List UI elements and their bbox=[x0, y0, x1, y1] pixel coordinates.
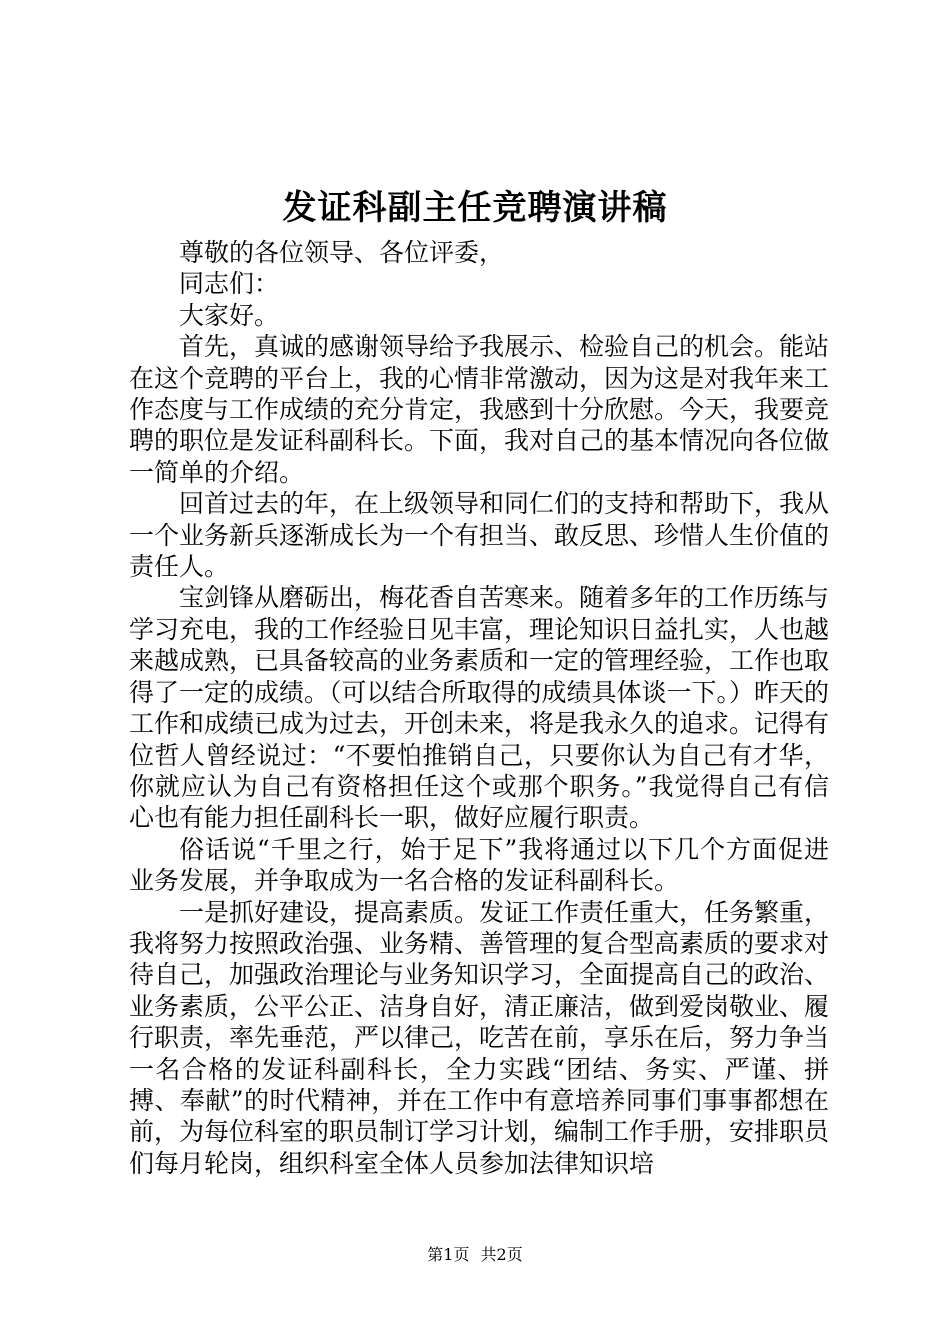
greeting: 大家好。 bbox=[179, 300, 280, 330]
paragraph-experience: 宝剑锋从磨砺出，梅花香自苦寒来。随着多年的工作历练与学习充电，我的工作经验日见丰富，理论知识日益扎实，人也越来越成熟，已具备较高的业务素质和一定的管理经验，工作也取得了一定的成绩。（可以结合所取得的成绩具体谈一下。）昨天的工作和成绩已成为过去，开创未来，将是我永久的追求。记得有位哲人曾经说过：“不要怕推销自己，只要你认为自己有才华，你就应认为自己有资格担任这个或那个职务。”我觉得自己有信心也有能力担任副科长一职，做好应履行职责。 bbox=[129, 583, 830, 833]
salutation-leaders: 尊敬的各位领导、各位评委， bbox=[179, 238, 505, 267]
salutation-comrades: 同志们： bbox=[179, 269, 280, 299]
paragraph-review: 回首过去的年，在上级领导和同仁们的支持和帮助下，我从一个业务新兵逐渐成长为一个有担当、敢反思、珍惜人生价值的责任人。 bbox=[129, 489, 830, 582]
document-body bbox=[129, 237, 829, 1179]
page-number: 第1页 bbox=[427, 1245, 470, 1264]
paragraph-plan-intro: 俗话说“千里之行，始于足下”我将通过以下几个方面促进业务发展，并争取成为一名合格的发证科副科长。 bbox=[129, 834, 829, 896]
page-total: 共2页 bbox=[480, 1245, 523, 1264]
document-title: 发证科副主任竞聘演讲稿 bbox=[282, 188, 668, 228]
paragraph-intro: 首先，真诚的感谢领导给予我展示、检验自己的机会。能站在这个竞聘的平台上，我的心情非常激动，因为这是对我年来工作态度与工作成绩的充分肯定，我感到十分欣慰。今天，我要竞聘的职位是发证科副科长。下面，我对自己的基本情况向各位做一简单的介绍。 bbox=[129, 332, 830, 487]
page-footer bbox=[0, 1244, 950, 1266]
paragraph-plan-one: 一是抓好建设，提高素质。发证工作责任重大，任务繁重，我将努力按照政治强、业务精、善管理的复合型高素质的要求对待自己，加强政治理论与业务知识学习，全面提高自己的政治、业务素质，公平公正、洁身自好，清正廉洁，做到爱岗敬业、履行职责，率先垂范，严以律己，吃苦在前，享乐在后，努力争当一名合格的发证科副科长，全力实践“团结、务实、严谨、拼搏、奉献”的时代精神，并在工作中有意培养同事们事事都想在前，为每位科室的职员制订学习计划，编制工作手册，安排职员们每月轮岗，组织科室全体人员参加法律知识培 bbox=[129, 897, 830, 1178]
